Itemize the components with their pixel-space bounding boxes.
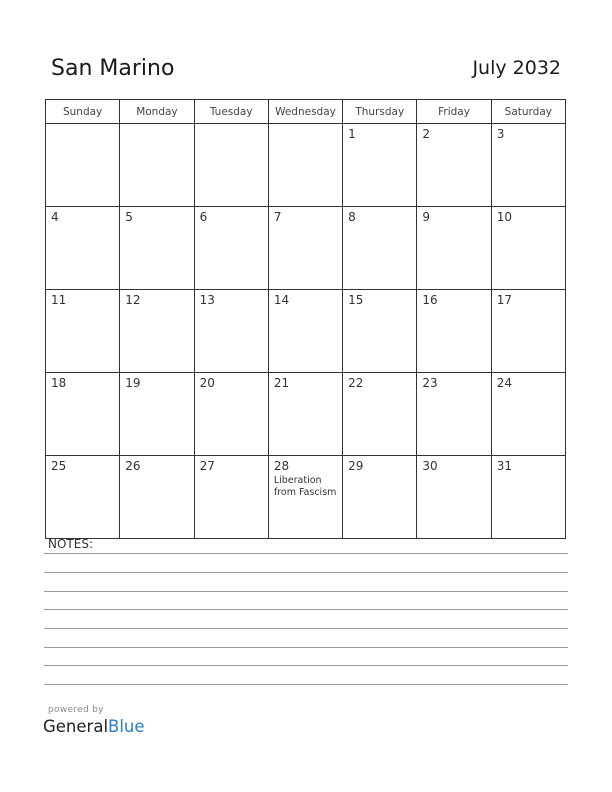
day-number: 5 (125, 210, 133, 224)
day-cell (491, 207, 565, 290)
day-cell (120, 124, 194, 207)
day-number: 6 (199, 210, 208, 224)
day-number: 23 (422, 376, 438, 390)
day-cell (417, 124, 491, 207)
day-number: 1 (348, 127, 356, 141)
day-cell (417, 373, 491, 456)
note-line (44, 591, 568, 592)
day-number: 18 (51, 376, 67, 390)
weekday-tuesday: Tuesday (194, 100, 268, 124)
note-line (44, 609, 568, 610)
day-number: 15 (348, 293, 364, 307)
day-number: 19 (125, 376, 141, 390)
day-cell (46, 456, 120, 539)
day-cell (417, 290, 491, 373)
day-number: 14 (273, 293, 290, 307)
day-cell (268, 456, 342, 539)
day-cell (194, 373, 268, 456)
day-cell (491, 373, 565, 456)
day-cell (120, 373, 194, 456)
day-cell (268, 124, 342, 207)
day-cell (417, 207, 491, 290)
day-cell (194, 207, 268, 290)
day-cell (194, 290, 268, 373)
day-cell (46, 124, 120, 207)
month-title: July 2032 (472, 57, 561, 79)
day-cell (120, 456, 194, 539)
weekday-sunday: Sunday (46, 100, 120, 124)
day-cell (46, 290, 120, 373)
day-cell (417, 456, 491, 539)
notes-label: NOTES: (48, 537, 93, 551)
day-cell (46, 207, 120, 290)
weekday-monday: Monday (120, 100, 194, 124)
weekday-wednesday: Wednesday (268, 100, 342, 124)
generalblue-logo (43, 717, 145, 736)
note-line (44, 553, 568, 554)
week-row (46, 207, 566, 290)
week-row (46, 290, 566, 373)
day-cell (194, 456, 268, 539)
day-cell (343, 456, 417, 539)
day-number: 26 (125, 459, 141, 473)
brand-general: General (43, 717, 109, 736)
day-cell (268, 373, 342, 456)
day-number: 8 (348, 210, 356, 224)
day-number: 30 (422, 459, 438, 473)
note-line (44, 572, 568, 573)
note-line (44, 665, 568, 666)
day-cell (343, 373, 417, 456)
brand-blue: Blue (108, 717, 145, 736)
day-cell (343, 207, 417, 290)
day-number: 7 (273, 210, 282, 224)
day-number: 2 (422, 127, 431, 141)
day-number: 13 (199, 293, 215, 307)
day-cell (120, 290, 194, 373)
day-number: 29 (348, 459, 364, 473)
day-number: 4 (51, 210, 59, 224)
week-row (46, 373, 566, 456)
day-number: 31 (496, 459, 512, 473)
day-number: 17 (496, 293, 512, 307)
day-number: 28 (273, 459, 290, 473)
powered-by-text: powered by (48, 705, 104, 715)
day-number: 10 (496, 210, 512, 224)
week-row (46, 456, 566, 539)
weekday-friday: Friday (417, 100, 491, 124)
day-number: 3 (496, 127, 505, 141)
day-number: 24 (496, 376, 512, 390)
day-cell (491, 456, 565, 539)
day-number: 25 (51, 459, 67, 473)
day-number: 9 (422, 210, 431, 224)
day-number: 12 (125, 293, 141, 307)
holiday-label: Liberation from Fascism (273, 475, 337, 498)
week-row (46, 124, 566, 207)
calendar-grid (45, 99, 566, 539)
weekday-thursday: Thursday (343, 100, 417, 124)
note-line (44, 628, 568, 629)
day-number: 20 (199, 376, 215, 390)
day-cell (343, 290, 417, 373)
day-cell (491, 124, 565, 207)
day-cell (491, 290, 565, 373)
country-title: San Marino (51, 56, 175, 81)
day-cell (268, 290, 342, 373)
day-cell (120, 207, 194, 290)
day-number: 22 (348, 376, 364, 390)
day-cell (343, 124, 417, 207)
note-line (44, 647, 568, 648)
day-cell (268, 207, 342, 290)
note-line (44, 684, 568, 685)
day-number: 11 (51, 293, 67, 307)
day-cell (46, 373, 120, 456)
day-number: 27 (199, 459, 215, 473)
weekday-header-row (46, 100, 566, 124)
weekday-saturday: Saturday (491, 100, 565, 124)
day-number: 16 (422, 293, 438, 307)
day-cell (194, 124, 268, 207)
day-number: 21 (273, 376, 290, 390)
